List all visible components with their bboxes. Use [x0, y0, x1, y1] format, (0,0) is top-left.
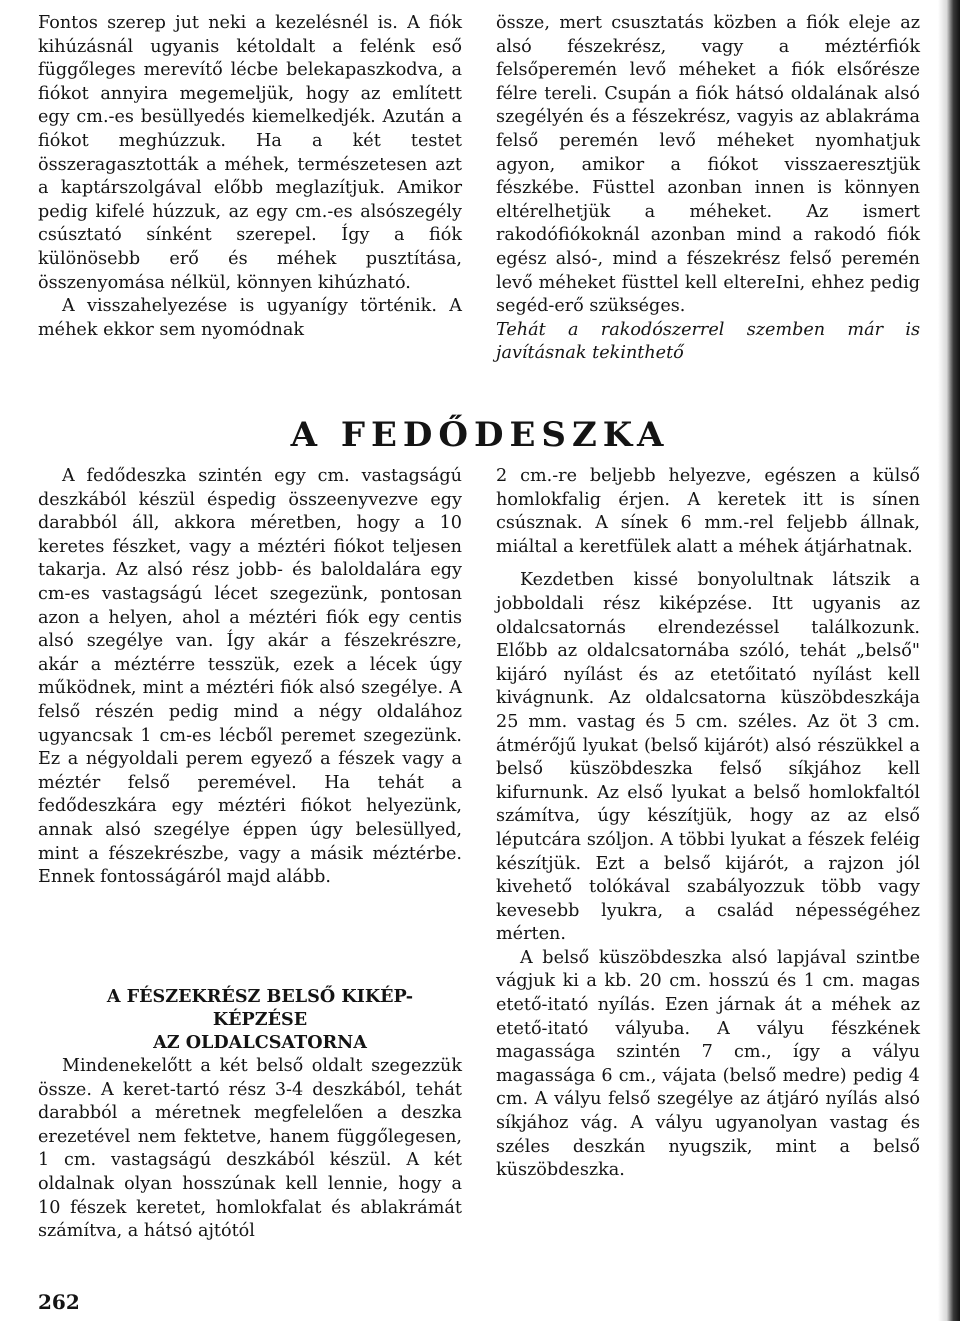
subheading-line: AZ OLDALCSATORNA [153, 1032, 367, 1053]
paragraph: A visszahelyezése is ugyanígy történik. A méhek ekkor sem nyomódnak [38, 296, 462, 340]
lower-right-column [496, 465, 920, 1183]
paragraph: Mindenekelőtt a két belső oldalt szegezzük össze. A keret-tartó rész 3-4 deszkából, tehát darabból a méretnek megfelelően a deszka erezetével nem fektetve, hanem függőlegesen, 1 cm. vastagságú deszkából készül. A két oldalnak olyan hosszúnak kell lennie, hogy a 10 fészek keretet, homlokfalat és ablakrámát számítva, a hátsó ajtótól [38, 1056, 462, 1242]
paragraph: össze, mert csusztatás közben a fiók eleje az alsó fészekrész, vagy a méztérfiók felsőperemén levő méheket a fiók elsőrésze félre tereli. Csupán a fiók hátsó oldalának alsó szegélyén és a fészekrész, vagyis az ablakráma felső peremén levő méheket nyomhatjuk agyon, amikor a fiókot visszaeresztjük fészkébe. Füsttel azonban innen is könnyen eltérelhetjük a méheket. Az ismert rakodófiókoknál azonban mind a rakodó fiók egész alsó-, mind a fészekrész felső peremén levő méheket füsttel kell eltereIni, ehhez pedig segéd-erő szükséges. [496, 13, 920, 317]
top-right-column [496, 12, 920, 366]
italic-sentence: Tehát a rakodószerrel szemben már is javításnak tekinthető [496, 319, 920, 364]
page-number: 262 [38, 1290, 80, 1314]
paragraph: Fontos szerep jut neki a kezelésnél is. A fiók kihúzásnál ugyanis kétoldalt a felénk eső függőleges merevítő lécbe belekapaszkodva, a fiókot annyira megemeljük, hogy az említett egy cm.-es besüllyedés kiemelkedjék. Azután a fiókot meghúzzuk. Ha a két testet összeragasztották a méhek, természetesen azt a kaptárszolgával előbb meglazítjuk. Amikor pedig kifelé húzzuk, az egy cm.-es alsószegély csúsztató sínként szerepel. Így a fiók különösebb erő és méhek pusztítása, összenyomása nélkül, könnyen kihúzható. [38, 13, 462, 293]
paragraph: A fedődeszka szintén egy cm. vastagságú deszkából készül éspedig összeenyvezve egy darabból áll, akkora méretben, hogy a 10 keretes fészket, vagy a méztéri fiókot teljesen takarja. Az alsó rész jobb- és baloldalára egy cm-es vastagságú lécet szegezünk, pontosan azon a helyen, ahol a méztéri fiók egy centis alsó szegélye van. Így akár a fészekrészre, akár a méztérre tesszük, ezek a lécek úgy működnek, mint a méztéri fiók alsó szegélye. A felső részén pedig mind a négy oldalához ugyancsak 1 cm-es lécből peremet szegezünk. Ez a négyoldali perem egyező a fészek vagy a méztér felső peremével. Ha tehát a fedődeszkára egy méztéri fiókot helyezünk, annak alsó szegélye éppen úgy belesüllyed, mint a fészekrészbe, vagy a másik méztérbe. Ennek fontosságáról majd alább. [38, 466, 462, 888]
page-edge-shadow [938, 0, 960, 1321]
paragraph: A belső küszöbdeszka alsó lapjával szintbe vágjuk ki a kb. 20 cm. hosszú és 1 cm. magas etető-itató nyílás. Ezen járnak át a méhek az etető-itató vályuba. A vályu fészkének magassága szintén 7 cm., így a vályu magassága 6 cm., vájata (belső medre) pedig 4 cm. A vályu felső szegélye az átjáró nyílás alsó síkjához vág. A vályu ugyanolyan vastag és széles deszkán nyugszik, mint a belső küszöbdeszka. [496, 947, 920, 1181]
paragraph: Kezdetben kissé bonyolultnak látszik a jobboldali rész kiképzése. Itt ugyanis az oldalcsatornás elrendezéssel találkozunk. Előbb az oldalcsatornába szóló, tehát „belső" kijáró nyílást és az etetőitató nyílást kell kivágnunk. Az oldalcsatorna küszöbdeszkája 25 mm. vastag és 5 cm. széles. Az öt 3 cm. átmérőjű lyukat (belső kijárót) alsó részükkel a belső küszöbdeszka felső síkjához kell kifurnunk. Az első lyukat a belső homlokfaltól számítva, úgy készítjük, hogy az az első léputcára szóljon. A többi lyukat a fészek feléig készítjük. Ezt a belső kijárót, a rajzon jól kivehető tolókával szabályozzuk több vagy kevesebb lyukra, a család népességéhez mérten. [496, 570, 920, 945]
paragraph: 2 cm.-re beljebb helyezve, egészen a külső homlokfalig érjen. A keretek itt is sínen csúsznak. A sínek 6 mm.-rel feljebb állnak, miáltal a keretfülek alatt a méhek átjárhatnak. [496, 466, 920, 557]
lower-left-column-2 [38, 1055, 462, 1244]
top-left-column [38, 12, 462, 342]
subheading-line: KÉPZÉSE [212, 1009, 308, 1030]
subheading-line: A FÉSZEKRÉSZ BELSŐ KIKÉP- [106, 986, 414, 1007]
lower-left-column [38, 465, 462, 890]
section-title: A FEDŐDESZKA [290, 415, 670, 455]
subheading [40, 985, 480, 1054]
